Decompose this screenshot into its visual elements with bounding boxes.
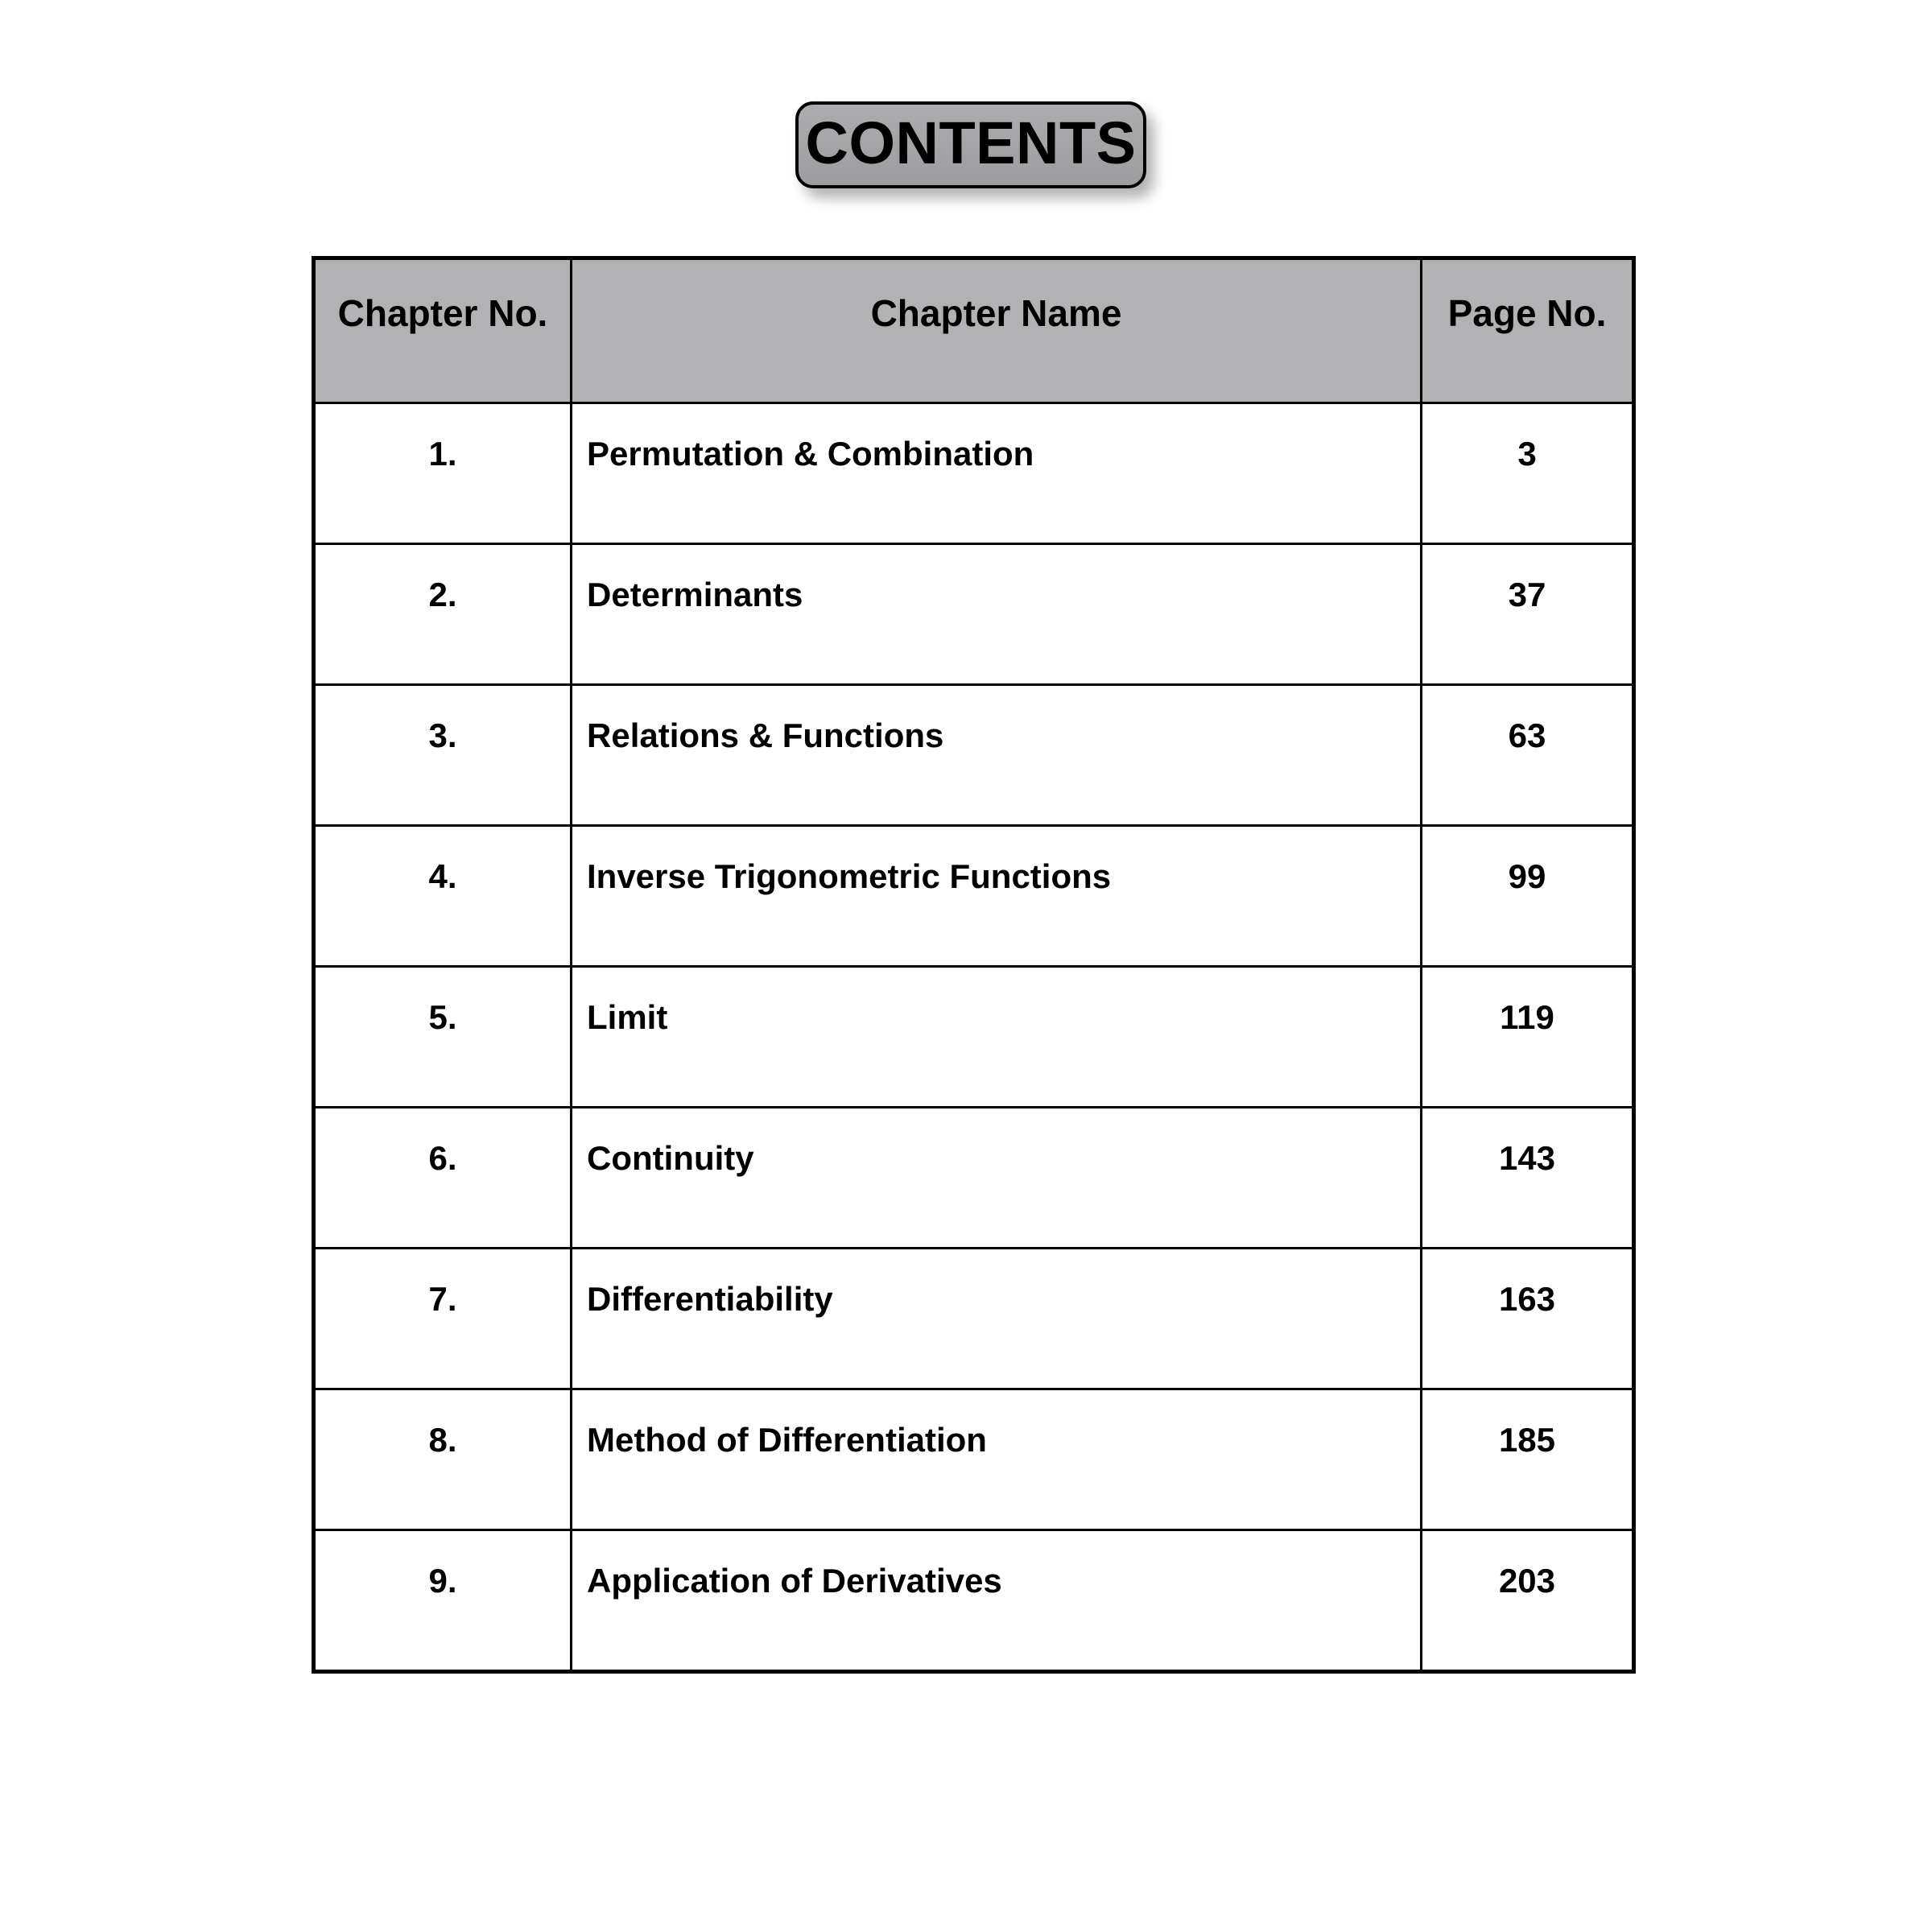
page-no-value: 37 xyxy=(1508,576,1546,613)
table-row[interactable] xyxy=(314,1249,1634,1389)
contents-title-badge xyxy=(795,101,1146,188)
cell-chapter-no xyxy=(314,685,572,826)
chapter-name-value: Limit xyxy=(587,998,668,1036)
column-header-chapter-no-label: Chapter No. xyxy=(337,292,548,334)
cell-page-no xyxy=(1422,544,1634,685)
page-no-value: 143 xyxy=(1498,1139,1556,1177)
chapter-name-value: Differentiability xyxy=(587,1280,833,1318)
table-row[interactable] xyxy=(314,1389,1634,1530)
cell-chapter-no xyxy=(314,1249,572,1389)
cell-page-no xyxy=(1422,403,1634,544)
cell-page-no xyxy=(1422,1249,1634,1389)
table-row[interactable] xyxy=(314,685,1634,826)
table-row[interactable] xyxy=(314,1530,1634,1672)
table-row[interactable] xyxy=(314,544,1634,685)
page-title: CONTENTS xyxy=(805,109,1137,176)
cell-chapter-no xyxy=(314,826,572,967)
cell-chapter-name xyxy=(572,1530,1422,1672)
cell-chapter-no xyxy=(314,1108,572,1249)
page-no-value: 185 xyxy=(1498,1421,1556,1459)
chapter-name-value: Permutation & Combination xyxy=(587,435,1034,473)
chapter-no-value: 8. xyxy=(428,1421,457,1459)
cell-chapter-name xyxy=(572,403,1422,544)
table-body xyxy=(314,403,1634,1672)
table-row[interactable] xyxy=(314,1108,1634,1249)
table-header-row xyxy=(314,258,1634,403)
table-row[interactable] xyxy=(314,403,1634,544)
chapter-name-value: Relations & Functions xyxy=(587,716,944,754)
cell-chapter-no xyxy=(314,1389,572,1530)
chapter-no-value: 1. xyxy=(428,435,457,473)
cell-chapter-no xyxy=(314,967,572,1108)
cell-page-no xyxy=(1422,967,1634,1108)
column-header-chapter-no xyxy=(314,258,572,403)
chapter-name-value: Application of Derivatives xyxy=(587,1562,1002,1600)
page-no-value: 203 xyxy=(1498,1562,1556,1600)
chapter-name-value: Inverse Trigonometric Functions xyxy=(587,857,1112,895)
chapter-no-value: 2. xyxy=(428,576,457,613)
table-row[interactable] xyxy=(314,826,1634,967)
chapter-no-value: 6. xyxy=(428,1139,457,1177)
column-header-page-no xyxy=(1422,258,1634,403)
column-header-chapter-name xyxy=(572,258,1422,403)
table-row[interactable] xyxy=(314,967,1634,1108)
cell-chapter-name xyxy=(572,967,1422,1108)
chapter-no-value: 7. xyxy=(428,1280,457,1318)
chapter-no-value: 5. xyxy=(428,998,457,1036)
cell-chapter-name xyxy=(572,685,1422,826)
cell-page-no xyxy=(1422,1108,1634,1249)
column-header-page-no-label: Page No. xyxy=(1447,292,1607,334)
chapter-no-value: 9. xyxy=(428,1562,457,1600)
chapter-no-value: 4. xyxy=(428,857,457,895)
chapter-name-value: Continuity xyxy=(587,1139,754,1177)
cell-chapter-no xyxy=(314,544,572,685)
cell-page-no xyxy=(1422,826,1634,967)
page-no-value: 163 xyxy=(1498,1280,1556,1318)
page-no-value: 3 xyxy=(1517,435,1537,473)
chapter-no-value: 3. xyxy=(428,716,457,754)
table-of-contents xyxy=(312,256,1636,1674)
cell-page-no xyxy=(1422,685,1634,826)
cell-chapter-name xyxy=(572,1108,1422,1249)
chapter-name-value: Method of Differentiation xyxy=(587,1421,987,1459)
table-header xyxy=(314,258,1634,403)
column-header-chapter-name-label: Chapter Name xyxy=(870,292,1122,334)
cell-chapter-no xyxy=(314,1530,572,1672)
cell-chapter-no xyxy=(314,403,572,544)
cell-chapter-name xyxy=(572,1249,1422,1389)
cell-page-no xyxy=(1422,1389,1634,1530)
page-no-value: 119 xyxy=(1500,998,1554,1036)
cell-chapter-name xyxy=(572,1389,1422,1530)
page-no-value: 99 xyxy=(1508,857,1546,895)
cell-page-no xyxy=(1422,1530,1634,1672)
page-no-value: 63 xyxy=(1508,716,1546,754)
cell-chapter-name xyxy=(572,544,1422,685)
chapter-name-value: Determinants xyxy=(587,576,803,613)
cell-chapter-name xyxy=(572,826,1422,967)
